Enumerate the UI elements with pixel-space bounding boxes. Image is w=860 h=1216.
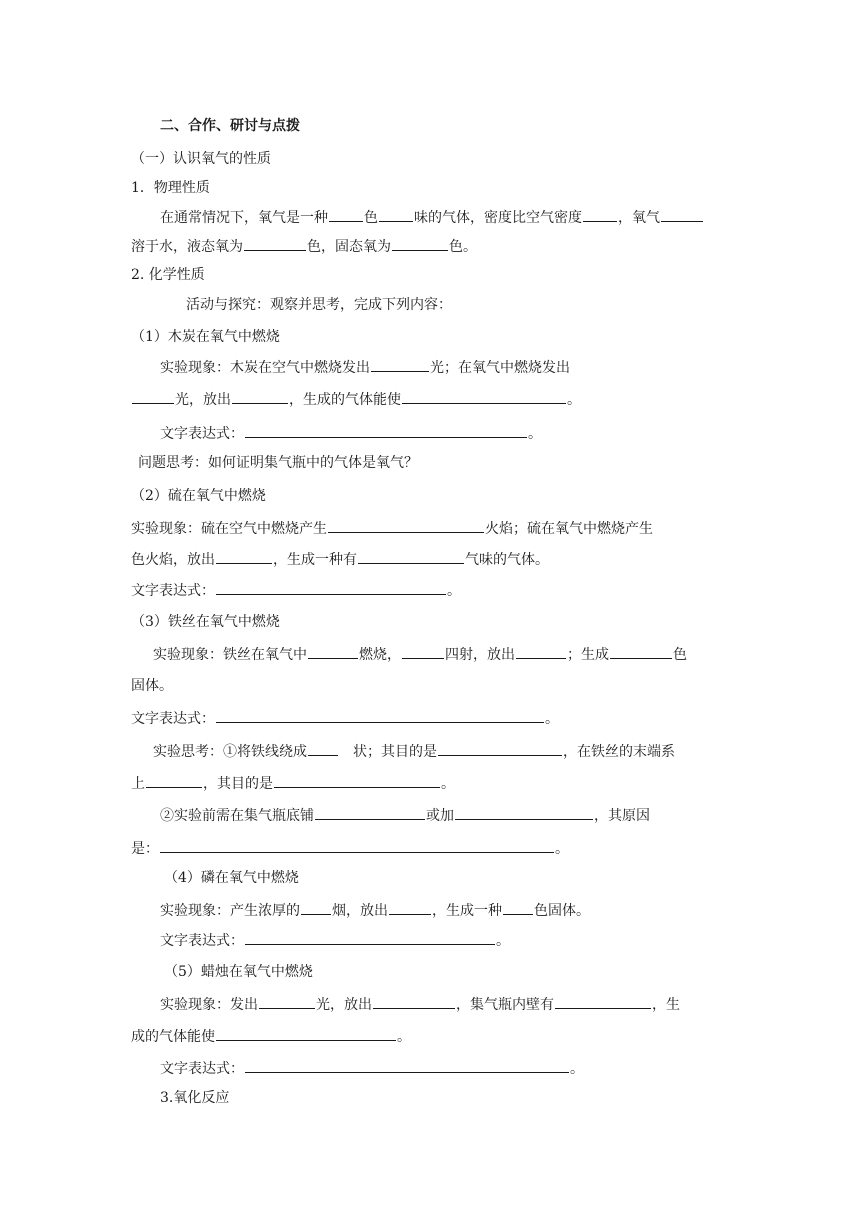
iron-title: （3）铁丝在氧气中燃烧: [131, 614, 280, 630]
candle-obs-line-2: 成的气体能使 。: [131, 1026, 411, 1047]
blank-candle-expression[interactable]: [245, 1058, 569, 1073]
blank-sulfur-heat[interactable]: [216, 549, 272, 564]
sulfur-title: （2）硫在氧气中燃烧: [131, 488, 266, 504]
blank-iron-sparks[interactable]: [402, 644, 444, 659]
blank-iron-heat[interactable]: [516, 644, 566, 659]
charcoal-obs-line-2: 光，放出 ，生成的气体能使 。: [131, 389, 581, 410]
blank-iron-tie-purpose[interactable]: [274, 773, 440, 788]
sulfur-obs-line-1: 实验现象：硫在空气中燃烧产生 火焰；硫在氧气中燃烧产生: [131, 518, 653, 539]
blank-sulfur-air-flame[interactable]: [328, 518, 484, 533]
blank-charcoal-gas[interactable]: [402, 389, 566, 404]
subsection-title: （一）认识氧气的性质: [131, 151, 271, 167]
iron-think-line-3: ②实验前需在集气瓶底铺 或加 ，其原因: [160, 805, 712, 826]
sulfur-obs-line-2: 色火焰，放出 ，生成一种有 气味的气体。: [131, 549, 549, 570]
blank-iron-bottom[interactable]: [315, 805, 425, 820]
phosphorus-title: （4）磷在氧气中燃烧: [164, 870, 299, 886]
physical-properties-title: 1．物理性质: [131, 180, 210, 196]
charcoal-question: 问题思考：如何证明集气瓶中的气体是氧气？: [138, 455, 418, 471]
blank-solubility[interactable]: [661, 207, 703, 222]
blank-iron-add[interactable]: [455, 805, 593, 820]
blank-candle-heat[interactable]: [373, 994, 455, 1009]
blank-charcoal-expression[interactable]: [245, 423, 527, 438]
blank-iron-shape-purpose[interactable]: [438, 741, 562, 756]
blank-iron-tie[interactable]: [146, 773, 202, 788]
sulfur-expression: 文字表达式： 。: [131, 580, 461, 601]
blank-charcoal-o2-light[interactable]: [132, 389, 174, 404]
section-heading: 二、合作、研讨与点拨: [160, 118, 300, 134]
blank-candle-wall[interactable]: [555, 994, 651, 1009]
blank-color[interactable]: [329, 207, 363, 222]
blank-smell[interactable]: [379, 207, 413, 222]
blank-candle-light[interactable]: [259, 994, 315, 1009]
blank-charcoal-heat[interactable]: [232, 389, 288, 404]
blank-sulfur-smell[interactable]: [358, 549, 464, 564]
blank-iron-color[interactable]: [610, 644, 672, 659]
blank-iron-reason[interactable]: [160, 838, 554, 853]
phosphorus-expression: 文字表达式： 。: [160, 930, 510, 951]
blank-charcoal-air-light[interactable]: [371, 357, 429, 372]
iron-think-line-1: 实验思考：①将铁线绕成 状；其目的是 ，在铁丝的末端系: [153, 741, 675, 762]
blank-phosphorus-expression[interactable]: [245, 930, 495, 945]
blank-candle-gas[interactable]: [216, 1026, 396, 1041]
blank-liquid-color[interactable]: [244, 236, 306, 251]
oxidation-title: 3.氧化反应: [160, 1090, 230, 1106]
candle-title: （5）蜡烛在氧气中燃烧: [164, 964, 313, 980]
candle-expression: 文字表达式： 。: [160, 1058, 584, 1079]
blank-phosphorus-color[interactable]: [503, 900, 533, 915]
iron-think-line-4: 是： 。: [131, 838, 569, 859]
charcoal-obs-line-1: 实验现象：木炭在空气中燃烧发出 光；在氧气中燃烧发出: [160, 357, 570, 378]
blank-density[interactable]: [583, 207, 617, 222]
iron-obs-line-2: 固体。: [131, 678, 173, 694]
blank-sulfur-expression[interactable]: [216, 580, 446, 595]
iron-think-line-2: 上 ，其目的是 。: [131, 773, 455, 794]
iron-expression: 文字表达式： 。: [131, 708, 559, 729]
blank-phosphorus-heat[interactable]: [389, 900, 431, 915]
chemical-properties-title: 2. 化学性质: [131, 267, 205, 283]
activity-text: 活动与探究：观察并思考，完成下列内容：: [186, 297, 452, 313]
candle-obs-line-1: 实验现象：发出 光，放出 ，集气瓶内壁有 ，生: [160, 994, 680, 1015]
blank-iron-shape[interactable]: [308, 741, 338, 756]
blank-solid-color[interactable]: [392, 236, 448, 251]
physical-line-2: 溶于水，液态氧为 色，固态氧为 色。: [131, 236, 477, 257]
phosphorus-obs: 实验现象：产生浓厚的 烟，放出 ，生成一种 色固体。: [160, 900, 590, 921]
charcoal-expression: 文字表达式： 。: [160, 423, 542, 444]
physical-line-1: 在通常情况下，氧气是一种 色 味的气体，密度比空气密度 ，氧气: [160, 207, 704, 228]
iron-obs-line-1: 实验现象：铁丝在氧气中 燃烧， 四射，放出 ；生成 色: [153, 644, 687, 665]
blank-iron-expression[interactable]: [216, 708, 544, 723]
blank-iron-burn[interactable]: [308, 644, 358, 659]
charcoal-title: （1）木炭在氧气中燃烧: [131, 329, 280, 345]
blank-phosphorus-smoke[interactable]: [301, 900, 331, 915]
